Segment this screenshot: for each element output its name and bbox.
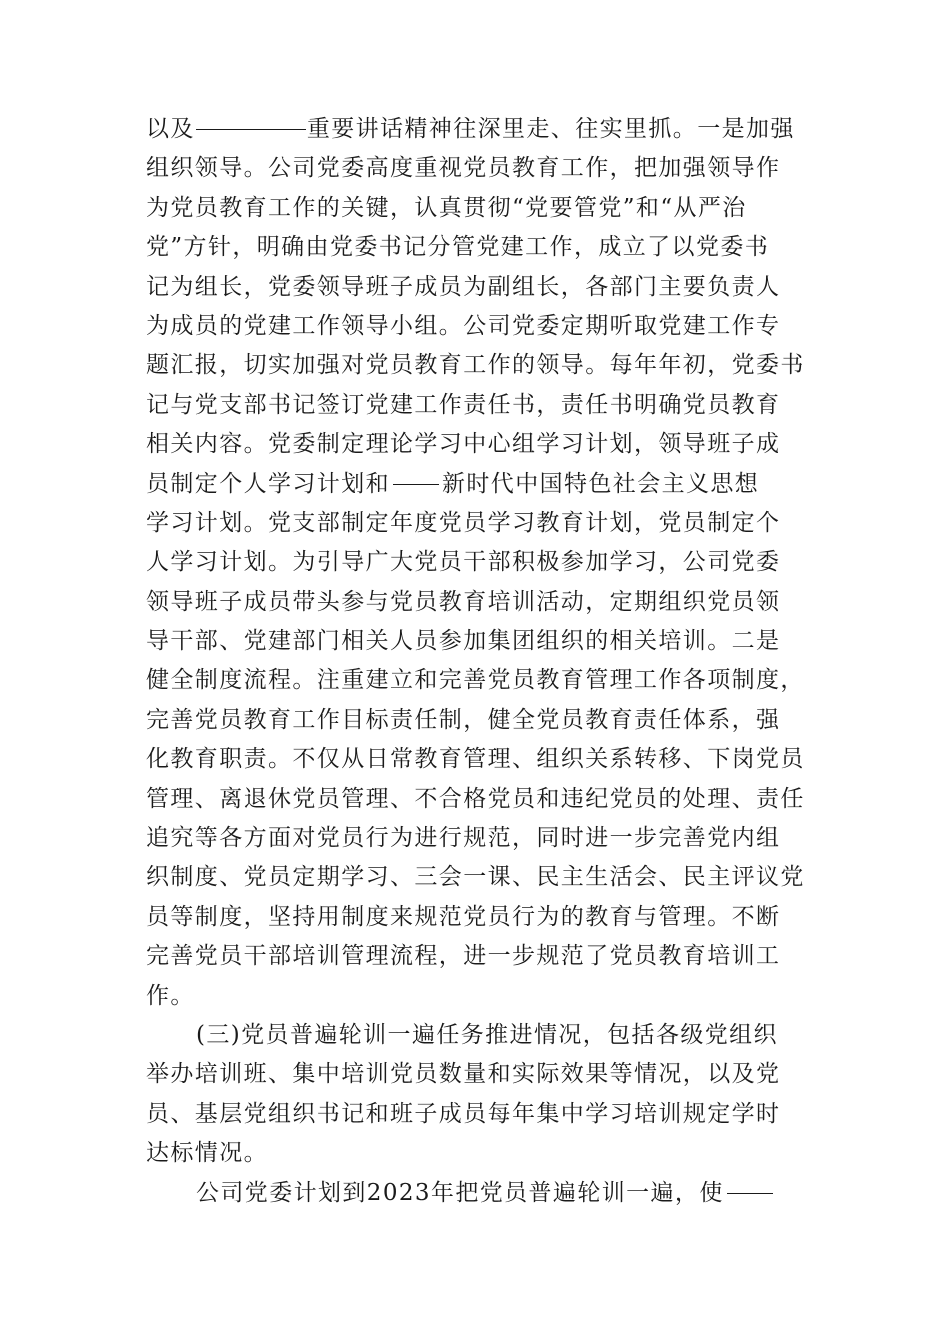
text-line-8: 记与党支部书记签订党建工作责任书，责任书明确党员教育 bbox=[146, 391, 781, 418]
text-line-17: 化教育职责。不仅从日常教育管理、组织关系转移、下岗党员 bbox=[146, 746, 805, 773]
text-line-16: 完善党员教育工作目标责任制，健全党员教育责任体系，强 bbox=[146, 706, 781, 733]
text-line-9: 相关内容。党委制定理论学习中心组学习计划，领导班子成 bbox=[146, 431, 781, 458]
text-segment: 新时代中国特色社会主义思想 bbox=[442, 470, 760, 497]
text-line-27: 达标情况。 bbox=[146, 1140, 268, 1167]
section-heading-3: (三)党员普遍轮训一遍任务推进情况，包括各级党组织 bbox=[196, 1021, 778, 1048]
text-line-18: 管理、离退休党员管理、不合格党员和违纪党员的处理、责任 bbox=[146, 785, 805, 812]
text-line-11: 学习计划。党支部制定年度党员学习教育计划，党员制定个 bbox=[146, 509, 781, 536]
text-segment: 公司党委计划到2023年把党员普遍轮训一遍，使 bbox=[196, 1179, 724, 1206]
text-line-5: 记为组长，党委领导班子成员为副组长，各部门主要负责人 bbox=[146, 273, 781, 300]
text-line-7: 题汇报，切实加强对党员教育工作的领导。每年年初，党委书 bbox=[146, 352, 805, 379]
text-line-13: 领导班子成员带头参与党员教育培训活动，定期组织党员领 bbox=[146, 588, 781, 615]
fill-in-blank bbox=[196, 111, 306, 130]
text-line-22: 完善党员干部培训管理流程，进一步规范了党员教育培训工 bbox=[146, 943, 781, 970]
text-line-15: 健全制度流程。注重建立和完善党员教育管理工作各项制度， bbox=[146, 667, 805, 694]
text-line-12: 人学习计划。为引导广大党员干部积极参加学习，公司党委 bbox=[146, 549, 781, 576]
text-line-4: 党”方针，明确由党委书记分管党建工作，成立了以党委书 bbox=[146, 234, 770, 261]
text-line-6: 为成员的党建工作领导小组。公司党委定期听取党建工作专 bbox=[146, 312, 781, 339]
text-line-1 bbox=[146, 110, 816, 149]
text-line-23: 作。 bbox=[146, 982, 195, 1009]
text-line-14: 导干部、党建部门相关人员参加集团组织的相关培训。二是 bbox=[146, 628, 781, 655]
text-line-21: 员等制度，坚持用制度来规范党员行为的教育与管理。不断 bbox=[146, 903, 781, 930]
document-page bbox=[146, 110, 816, 1213]
text-line-20: 织制度、党员定期学习、三会一课、民主生活会、民主评议党 bbox=[146, 864, 805, 891]
text-segment: 重要讲话精神往深里走、往实里抓。一是加强 bbox=[306, 116, 795, 142]
fill-in-blank bbox=[727, 1175, 773, 1194]
text-segment: 以及 bbox=[146, 116, 195, 142]
text-line-26: 员、基层党组织书记和班子成员每年集中学习培训规定学时 bbox=[146, 1100, 781, 1127]
text-line-25: 举办培训班、集中培训党员数量和实际效果等情况，以及党 bbox=[146, 1061, 781, 1088]
text-segment: 员制定个人学习计划和 bbox=[146, 470, 390, 497]
text-line-10 bbox=[146, 465, 816, 504]
text-line-3: 为党员教育工作的关键，认真贯彻“党要管党”和“从严治 bbox=[146, 194, 747, 221]
text-line-2: 组织领导。公司党委高度重视党员教育工作，把加强领导作 bbox=[146, 155, 781, 182]
fill-in-blank bbox=[393, 466, 439, 485]
text-line-28 bbox=[146, 1174, 816, 1213]
text-line-19: 追究等各方面对党员行为进行规范，同时进一步完善党内组 bbox=[146, 825, 781, 852]
